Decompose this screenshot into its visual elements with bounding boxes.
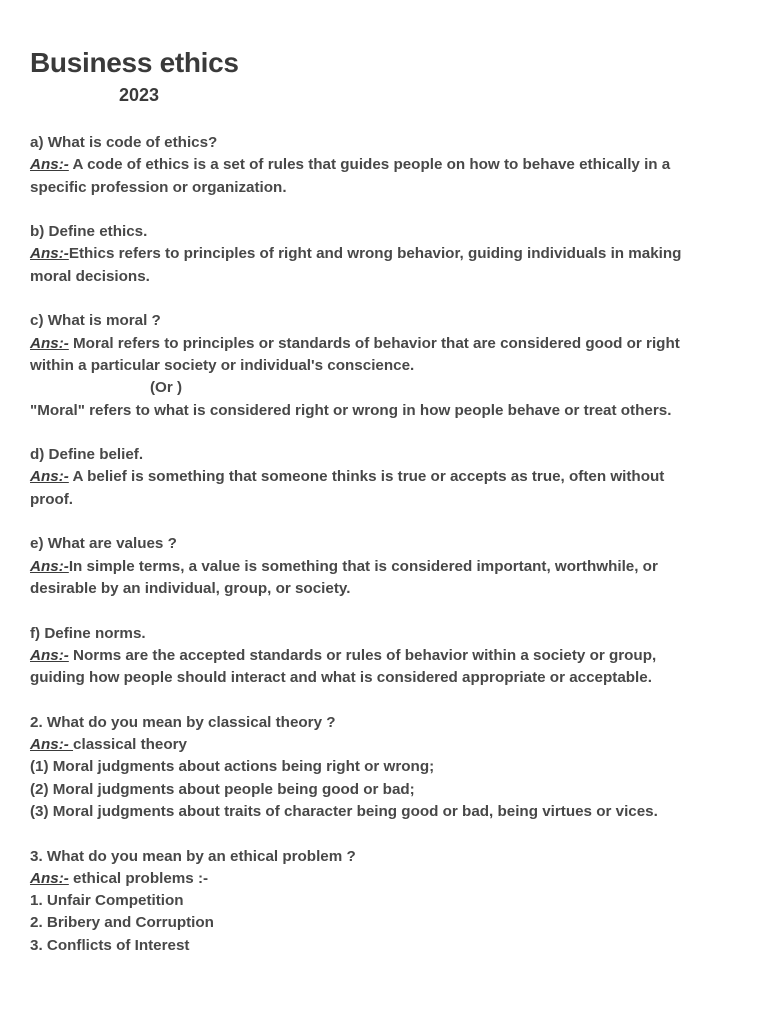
answer-c-line-3: "Moral" refers to what is considered right or wrong in how people behave or treat others. [30,401,672,419]
answer-3-item: 2. Bribery and Corruption [30,914,214,932]
document-content [30,132,740,957]
question-f: f) Define norms. [30,624,146,642]
answer-3-line-1 [30,868,740,890]
qa-block-c [30,310,740,421]
question-a: a) What is code of ethics? [30,134,218,151]
qa-block-b [30,221,740,288]
answer-e-line-2: desirable by an individual, group, or society. [30,579,351,597]
answer-a-line-2: specific profession or organization. [30,178,287,196]
question-3: 3. What do you mean by an ethical problem ? [30,847,356,865]
answer-c-line-1 [30,333,740,355]
qa-block-3 [30,846,740,957]
answer-label: Ans:- [30,557,69,575]
qa-block-d [30,444,740,511]
qa-block-e [30,533,740,600]
qa-block-a [30,132,740,199]
question-2: 2. What do you mean by classical theory ? [30,713,336,731]
answer-label: Ans:- [30,736,74,754]
answer-b-line-1 [30,243,740,265]
answer-2-item: (1) Moral judgments about actions being right or wrong; [30,758,435,776]
answer-b-text-1: Ethics refers to principles of right and wrong behavior, guiding individuals in making [68,245,682,263]
question-e: e) What are values ? [30,535,177,553]
answer-label: Ans:- [30,245,69,263]
answer-3-text-1: ethical problems :- [68,869,209,887]
answer-2-item: (2) Moral judgments about people being good or bad; [30,780,415,798]
answer-e-text-1: In simple terms, a value is something that is considered important, worthwhile, or [68,557,658,575]
answer-d-text-1: A belief is something that someone thinks is true or accepts as true, often without [68,468,665,486]
answer-3-item: 3. Conflicts of Interest [30,936,190,954]
question-b: b) Define ethics. [30,223,148,241]
qa-block-2 [30,712,740,823]
answer-label: Ans:- [30,156,69,174]
answer-f-line-1 [30,645,740,667]
answer-3-item: 1. Unfair Competition [30,892,184,910]
answer-2-text-1: classical theory [73,736,188,754]
qa-block-f [30,623,740,690]
answer-c-text-1: Moral refers to principles or standards of behavior that are considered good or right [68,334,680,352]
answer-d-line-1 [30,466,740,488]
answer-label: Ans:- [30,468,69,486]
answer-d-line-2: proof. [30,490,74,508]
document-page [30,44,740,979]
answer-a-text-1: A code of ethics is a set of rules that guides people on how to behave ethically in a [68,156,671,174]
question-d: d) Define belief. [30,446,144,464]
answer-c-line-2: within a particular society or individual's conscience. [30,356,415,374]
answer-2-item: (3) Moral judgments about traits of character being good or bad, being virtues or vices. [30,802,658,820]
answer-f-text-1: Norms are the accepted standards or rules of behavior within a society or group, [68,646,657,664]
answer-label: Ans:- [30,334,69,352]
answer-f-line-2: guiding how people should interact and what is considered appropriate or acceptable. [30,669,652,687]
answer-b-line-2: moral decisions. [30,267,150,285]
question-c: c) What is moral ? [30,312,161,330]
answer-label: Ans:- [30,646,69,664]
page-year: 2023 [119,85,160,105]
answer-c-or: (Or ) [150,379,183,397]
answer-label: Ans:- [30,869,69,887]
answer-2-line-1 [30,734,740,756]
answer-e-line-1 [30,556,740,578]
answer-a-line-1 [30,154,740,176]
page-title: Business ethics [30,47,239,78]
